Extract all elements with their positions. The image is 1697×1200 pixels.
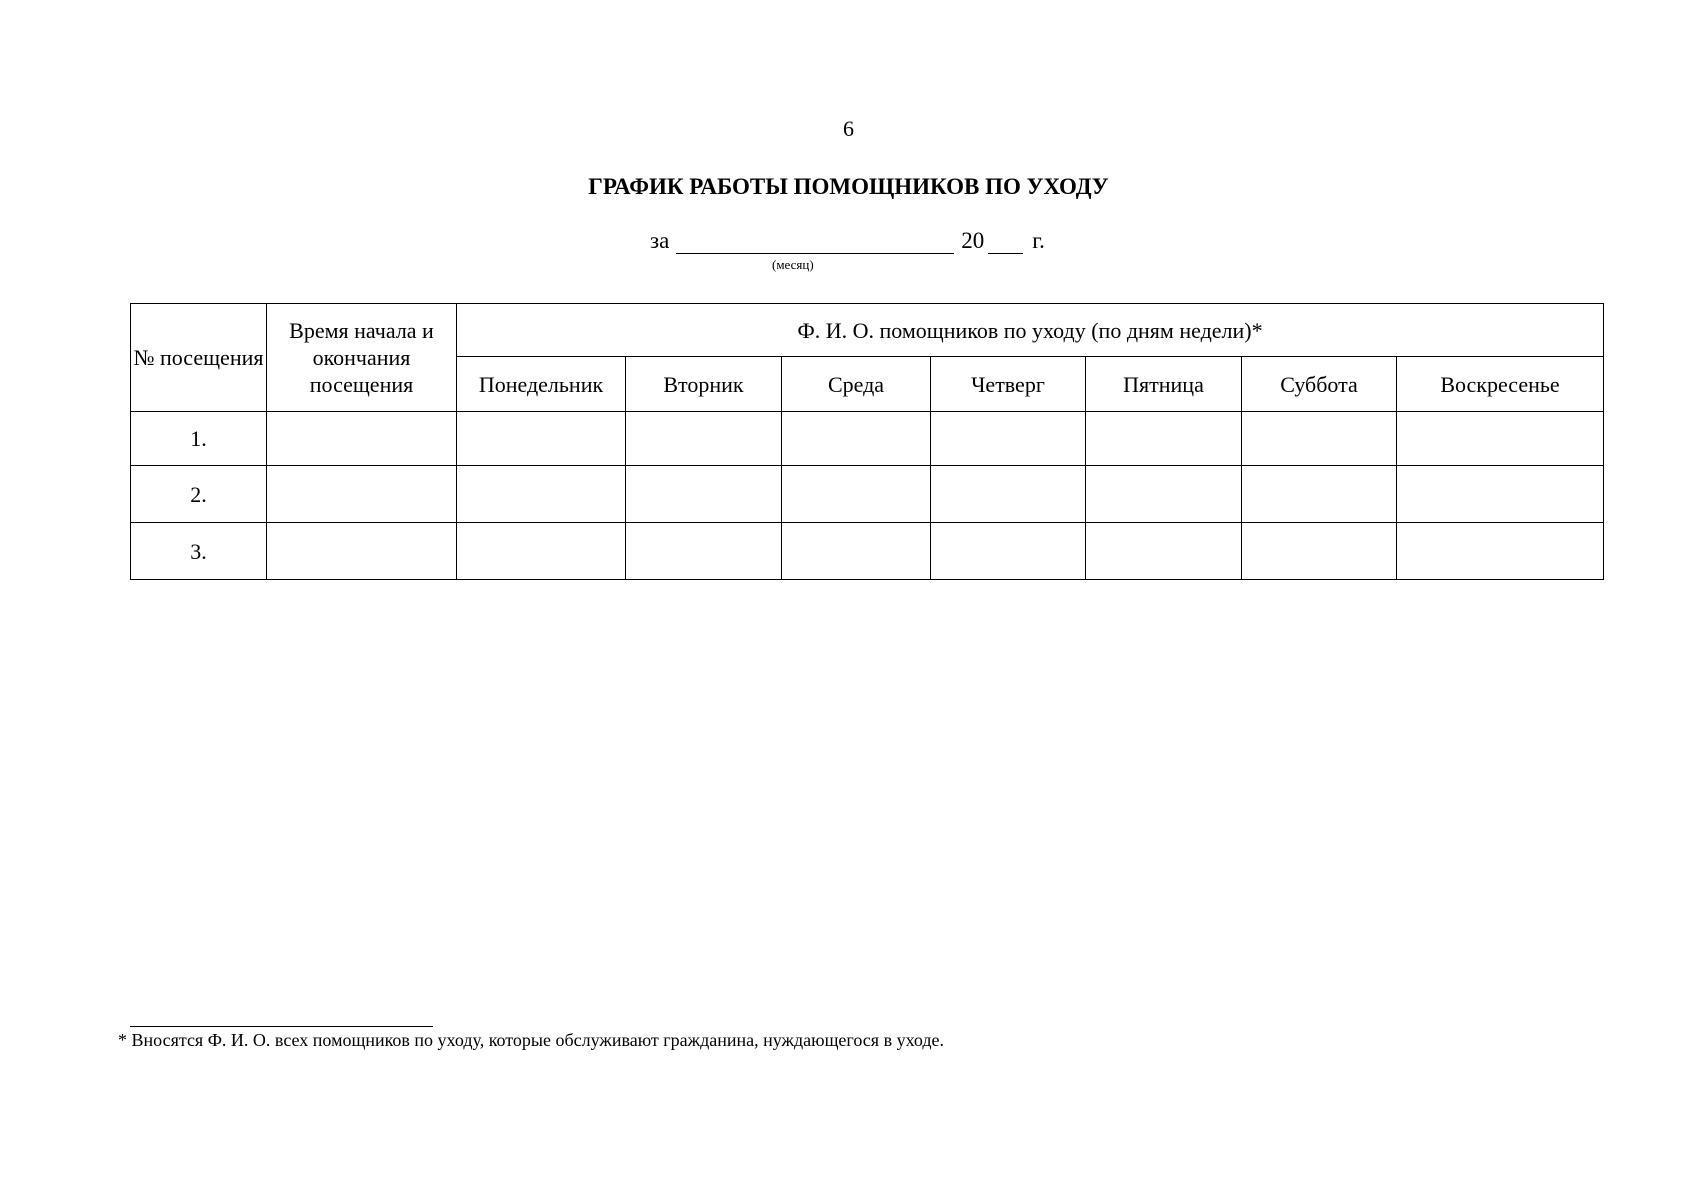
tuesday-cell[interactable] — [626, 412, 782, 466]
wednesday-cell[interactable] — [782, 523, 931, 580]
wednesday-cell[interactable] — [782, 412, 931, 466]
saturday-cell[interactable] — [1242, 523, 1397, 580]
monday-cell[interactable] — [457, 466, 626, 523]
friday-cell[interactable] — [1086, 412, 1242, 466]
saturday-cell[interactable] — [1242, 466, 1397, 523]
year-blank-field[interactable] — [988, 229, 1023, 254]
time-cell[interactable] — [267, 523, 457, 580]
sunday-cell[interactable] — [1397, 412, 1604, 466]
wednesday-cell[interactable] — [782, 466, 931, 523]
year-suffix: г. — [1032, 228, 1045, 253]
time-cell[interactable] — [267, 466, 457, 523]
monday-cell[interactable] — [457, 412, 626, 466]
header-day-monday: Понедельник — [457, 357, 626, 412]
thursday-cell[interactable] — [931, 466, 1086, 523]
friday-cell[interactable] — [1086, 523, 1242, 580]
schedule-table — [130, 303, 1604, 580]
tuesday-cell[interactable] — [626, 523, 782, 580]
friday-cell[interactable] — [1086, 466, 1242, 523]
document-title: ГРАФИК РАБОТЫ ПОМОЩНИКОВ ПО УХОДУ — [588, 174, 1109, 199]
header-day-thursday: Четверг — [931, 357, 1086, 412]
saturday-cell[interactable] — [1242, 412, 1397, 466]
table-row — [131, 466, 1604, 523]
header-day-sunday: Воскресенье — [1397, 357, 1604, 412]
tuesday-cell[interactable] — [626, 466, 782, 523]
table-row — [131, 412, 1604, 466]
sunday-cell[interactable] — [1397, 523, 1604, 580]
header-visit-time: Время начала и окончания посещения — [267, 304, 457, 412]
header-day-friday: Пятница — [1086, 357, 1242, 412]
header-day-wednesday: Среда — [782, 357, 931, 412]
header-assistants-group: Ф. И. О. помощников по уходу (по дням недели)* — [457, 304, 1604, 357]
row-number: 2. — [131, 466, 267, 523]
monday-cell[interactable] — [457, 523, 626, 580]
sunday-cell[interactable] — [1397, 466, 1604, 523]
page-number: 6 — [843, 116, 854, 141]
table-row — [131, 523, 1604, 580]
thursday-cell[interactable] — [931, 412, 1086, 466]
period-line — [650, 228, 1045, 256]
month-blank-field[interactable] — [676, 229, 954, 254]
header-day-saturday: Суббота — [1242, 357, 1397, 412]
footnote-divider — [130, 1026, 433, 1027]
thursday-cell[interactable] — [931, 523, 1086, 580]
year-prefix: 20 — [961, 228, 985, 253]
month-hint: (месяц) — [772, 257, 814, 272]
row-number: 3. — [131, 523, 267, 580]
row-number: 1. — [131, 412, 267, 466]
header-visit-number: № посещения — [131, 304, 267, 412]
footnote-text: * Вносятся Ф. И. О. всех помощников по уходу, которые обслуживают гражданина, нуждающегося в уходе. — [118, 1030, 945, 1050]
period-prefix: за — [650, 228, 670, 253]
header-day-tuesday: Вторник — [626, 357, 782, 412]
time-cell[interactable] — [267, 412, 457, 466]
